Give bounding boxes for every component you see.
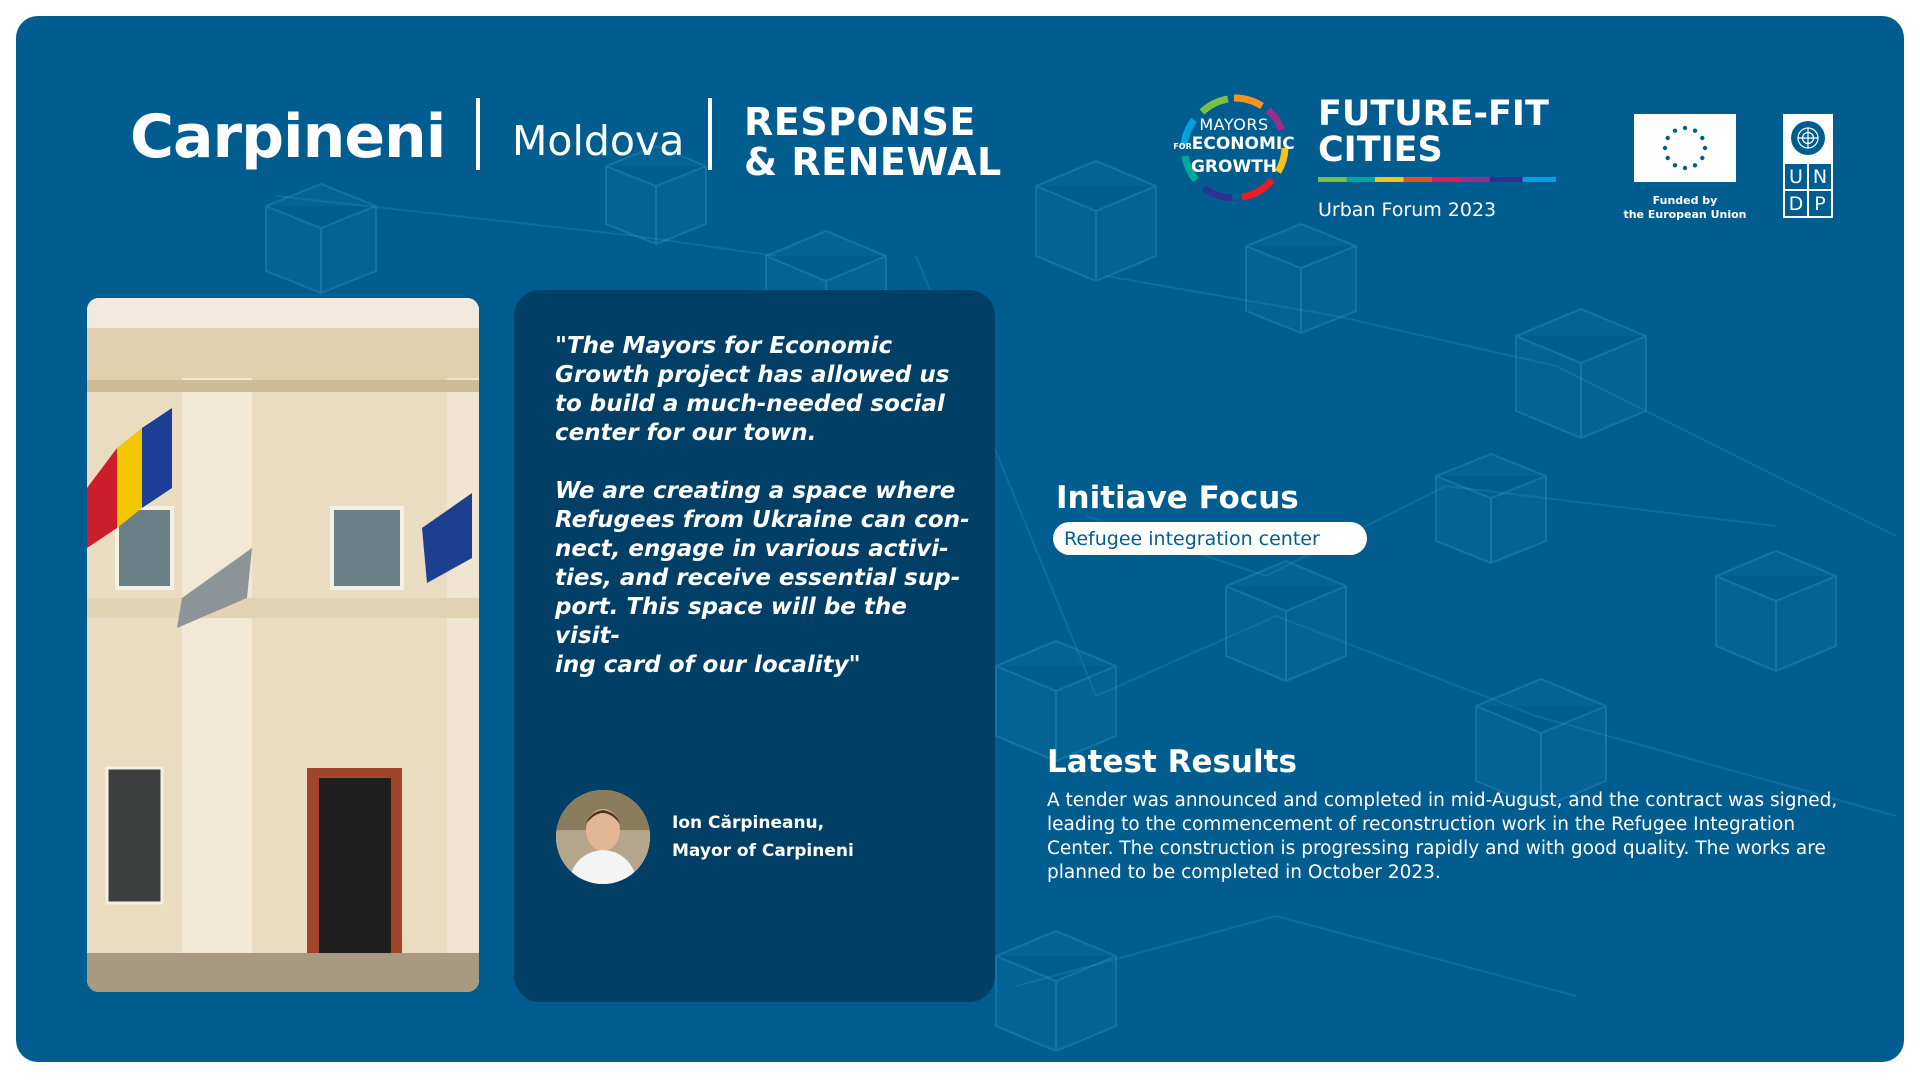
meg-line2 — [1172, 134, 1296, 157]
city-title: Carpineni — [130, 102, 446, 172]
future-fit-line2: CITIES — [1318, 130, 1443, 170]
mayor-portrait — [556, 790, 650, 884]
future-fit-line1: FUTURE-FIT — [1318, 94, 1549, 134]
header — [16, 16, 1904, 221]
avatar — [556, 790, 650, 884]
meg-line2-main: ECONOMIC — [1191, 134, 1295, 154]
undp-letter-d: D — [1785, 191, 1807, 216]
divider — [708, 98, 712, 170]
tagline-line1: RESPONSE — [744, 100, 976, 144]
speaker-name: Ion Cărpineanu, — [672, 813, 825, 833]
mayor-quote: "The Mayors for Economic Growth project has allowed us to build a much-needed social center for our town. We are creating a space where Refugees from Ukraine can con- nect, engage in various activi- ties, and receive essential sup- port. This space will be the visit- ing card of our locality" — [555, 333, 970, 678]
meg-line3: GROWTH — [1190, 157, 1278, 177]
tagline-line2: & RENEWAL — [744, 140, 1002, 184]
focus-tag-label: Refugee integration center — [1064, 528, 1320, 550]
speaker-credit — [672, 809, 854, 865]
undp-letters — [1785, 164, 1831, 216]
future-fit-cities-title — [1318, 96, 1549, 168]
eu-stars-icon — [1634, 114, 1736, 182]
un-emblem-icon — [1783, 114, 1833, 162]
undp-letter-p: P — [1809, 191, 1831, 216]
country-label: Moldova — [512, 117, 685, 165]
tagline — [744, 102, 1002, 182]
meg-line2-prefix: FOR — [1173, 142, 1192, 151]
eu-line2: the European Union — [1623, 208, 1747, 221]
eu-line1: Funded by — [1652, 194, 1718, 207]
building-photo — [87, 298, 479, 992]
undp-letter-n: N — [1809, 164, 1831, 189]
meg-line1: MAYORS — [1199, 115, 1269, 134]
focus-heading: Initiave Focus — [1056, 480, 1299, 516]
results-body: A tender was announced and completed in mid-August, and the contract was signed, leading to the commencement of reconstruction work in the Refugee Integration Center. The construction is progressing rapidly and with good quality. The works are planned to be completed in October 2023. — [1047, 790, 1838, 883]
meg-logo-text — [1172, 116, 1296, 177]
eu-flag-icon — [1634, 114, 1736, 182]
undp-logo — [1783, 114, 1833, 218]
eu-funding-label — [1618, 194, 1752, 222]
rainbow-bar — [1318, 177, 1556, 182]
speaker-role: Mayor of Carpineni — [672, 841, 854, 861]
divider — [476, 98, 480, 170]
focus-tag — [1053, 522, 1367, 555]
results-heading: Latest Results — [1047, 744, 1297, 780]
undp-letter-u: U — [1785, 164, 1807, 189]
building-illustration — [87, 298, 479, 992]
urban-forum-label: Urban Forum 2023 — [1318, 199, 1497, 221]
slide-card — [16, 16, 1904, 1062]
